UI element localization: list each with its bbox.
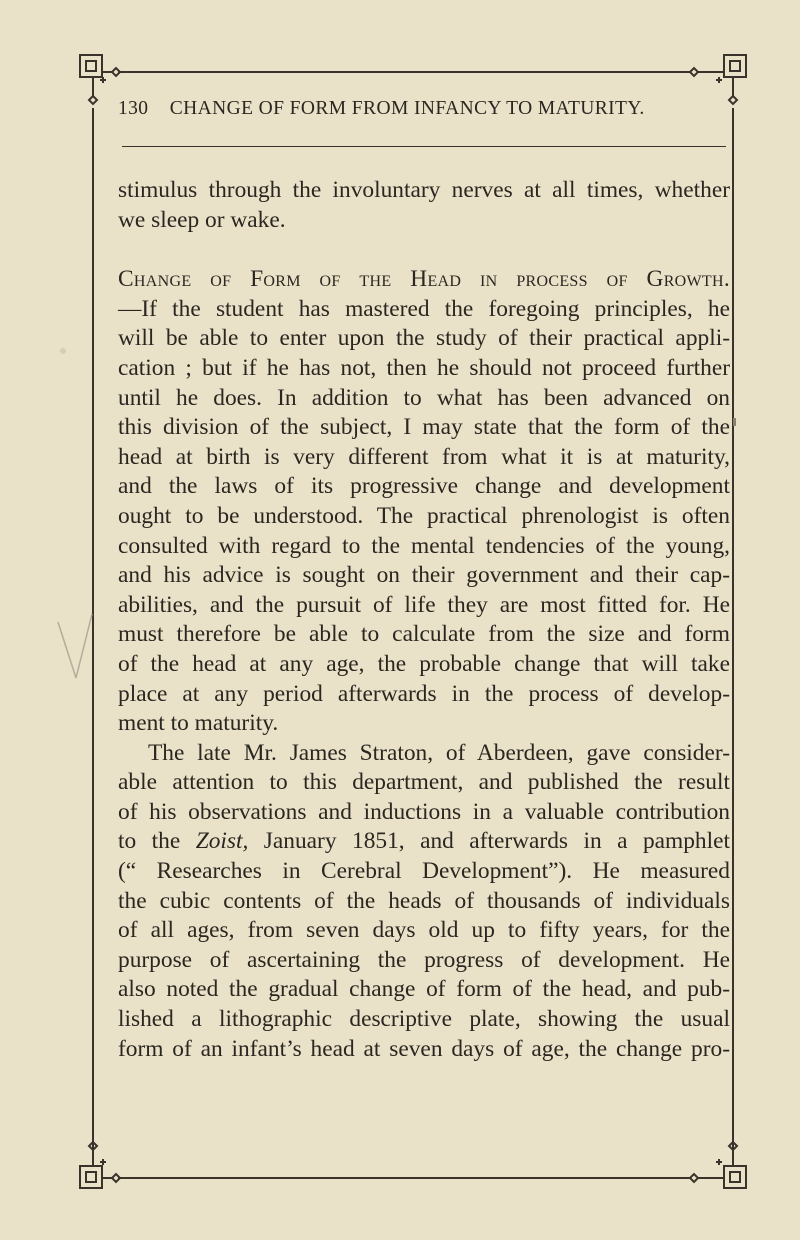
journal-title: Zoist, <box>195 828 249 855</box>
margin-tick <box>733 418 736 426</box>
text-line: abilities, and the pursuit of life they are most fitted for. He <box>118 591 730 618</box>
text-line: able attention to this department, and published the result <box>118 769 730 796</box>
text-line <box>118 739 730 769</box>
page-number: 130 <box>118 98 149 119</box>
running-title: CHANGE OF FORM FROM INFANCY TO MATURITY. <box>169 98 645 119</box>
paper-spot <box>60 348 66 354</box>
text-line: purpose of ascertaining the progress of development. He <box>118 946 730 973</box>
section-heading <box>118 265 730 295</box>
body-text <box>118 176 730 1064</box>
pencil-margin-mark <box>54 608 98 688</box>
text-fragment: to the <box>118 828 196 855</box>
text-line: lished a lithographic descriptive plate, showing the usual <box>118 1006 730 1033</box>
text-line: the cubic contents of the heads of thousands of individuals <box>118 887 730 914</box>
text-line: until he does. In addition to what has been advanced on <box>118 384 730 411</box>
text-line: we sleep or wake. <box>118 206 286 233</box>
corner-ornament-top-right <box>690 55 746 104</box>
text-line: and his advice is sought on their government and their cap- <box>118 562 730 589</box>
text-line <box>118 827 730 857</box>
text-line: this division of the subject, I may state that the form of the <box>118 414 730 441</box>
text-line: stimulus through the involuntary nerves at all times, whether <box>118 177 730 203</box>
text-line: must therefore be able to calculate from the size and form <box>118 621 730 648</box>
paragraph-1 <box>118 176 730 235</box>
text-line-content: The late Mr. James Straton, of Aberdeen, gave consider- <box>148 739 730 766</box>
text-line: ought to be understood. The practical phrenologist is often <box>118 502 730 529</box>
text-line: ment to maturity. <box>118 710 279 737</box>
paragraph-2 <box>118 265 730 739</box>
header-rule <box>122 146 726 147</box>
text-line: place at any period afterwards in the process of develop- <box>118 680 730 707</box>
text-line: cation ; but if he has not, then he should not proceed further <box>118 354 730 381</box>
corner-ornament-bottom-left <box>80 1142 120 1188</box>
text-line: —If the student has mastered the foregoing principles, he <box>118 295 730 322</box>
text-line: consulted with regard to the mental tendencies of the young, <box>118 532 730 559</box>
text-line: of all ages, from seven days old up to fifty years, for the <box>118 917 730 944</box>
text-line: of his observations and inductions in a valuable contribution <box>118 798 730 825</box>
text-line: (“ Researches in Cerebral Development”). He measured <box>118 858 730 885</box>
corner-ornament-top-left <box>80 55 120 104</box>
text-fragment: January 1851, and afterwards in a pamphlet <box>248 828 730 855</box>
text-line: also noted the gradual change of form of the head, and pub- <box>118 976 730 1003</box>
text-line: of the head at any age, the probable change that will take <box>118 650 730 677</box>
text-line: head at birth is very different from what it is at maturity, <box>118 443 730 470</box>
paragraph-3 <box>118 739 730 1065</box>
running-header <box>118 98 738 120</box>
text-line: form of an infant’s head at seven days of age, the change pro- <box>118 1035 730 1062</box>
text-line: will be able to enter upon the study of their practical appli- <box>118 325 730 352</box>
text-line: and the laws of its progressive change and development <box>118 473 730 500</box>
section-heading-text: Change of Form of the Head in process of Growth. <box>118 266 730 293</box>
corner-ornament-bottom-right <box>690 1142 746 1188</box>
